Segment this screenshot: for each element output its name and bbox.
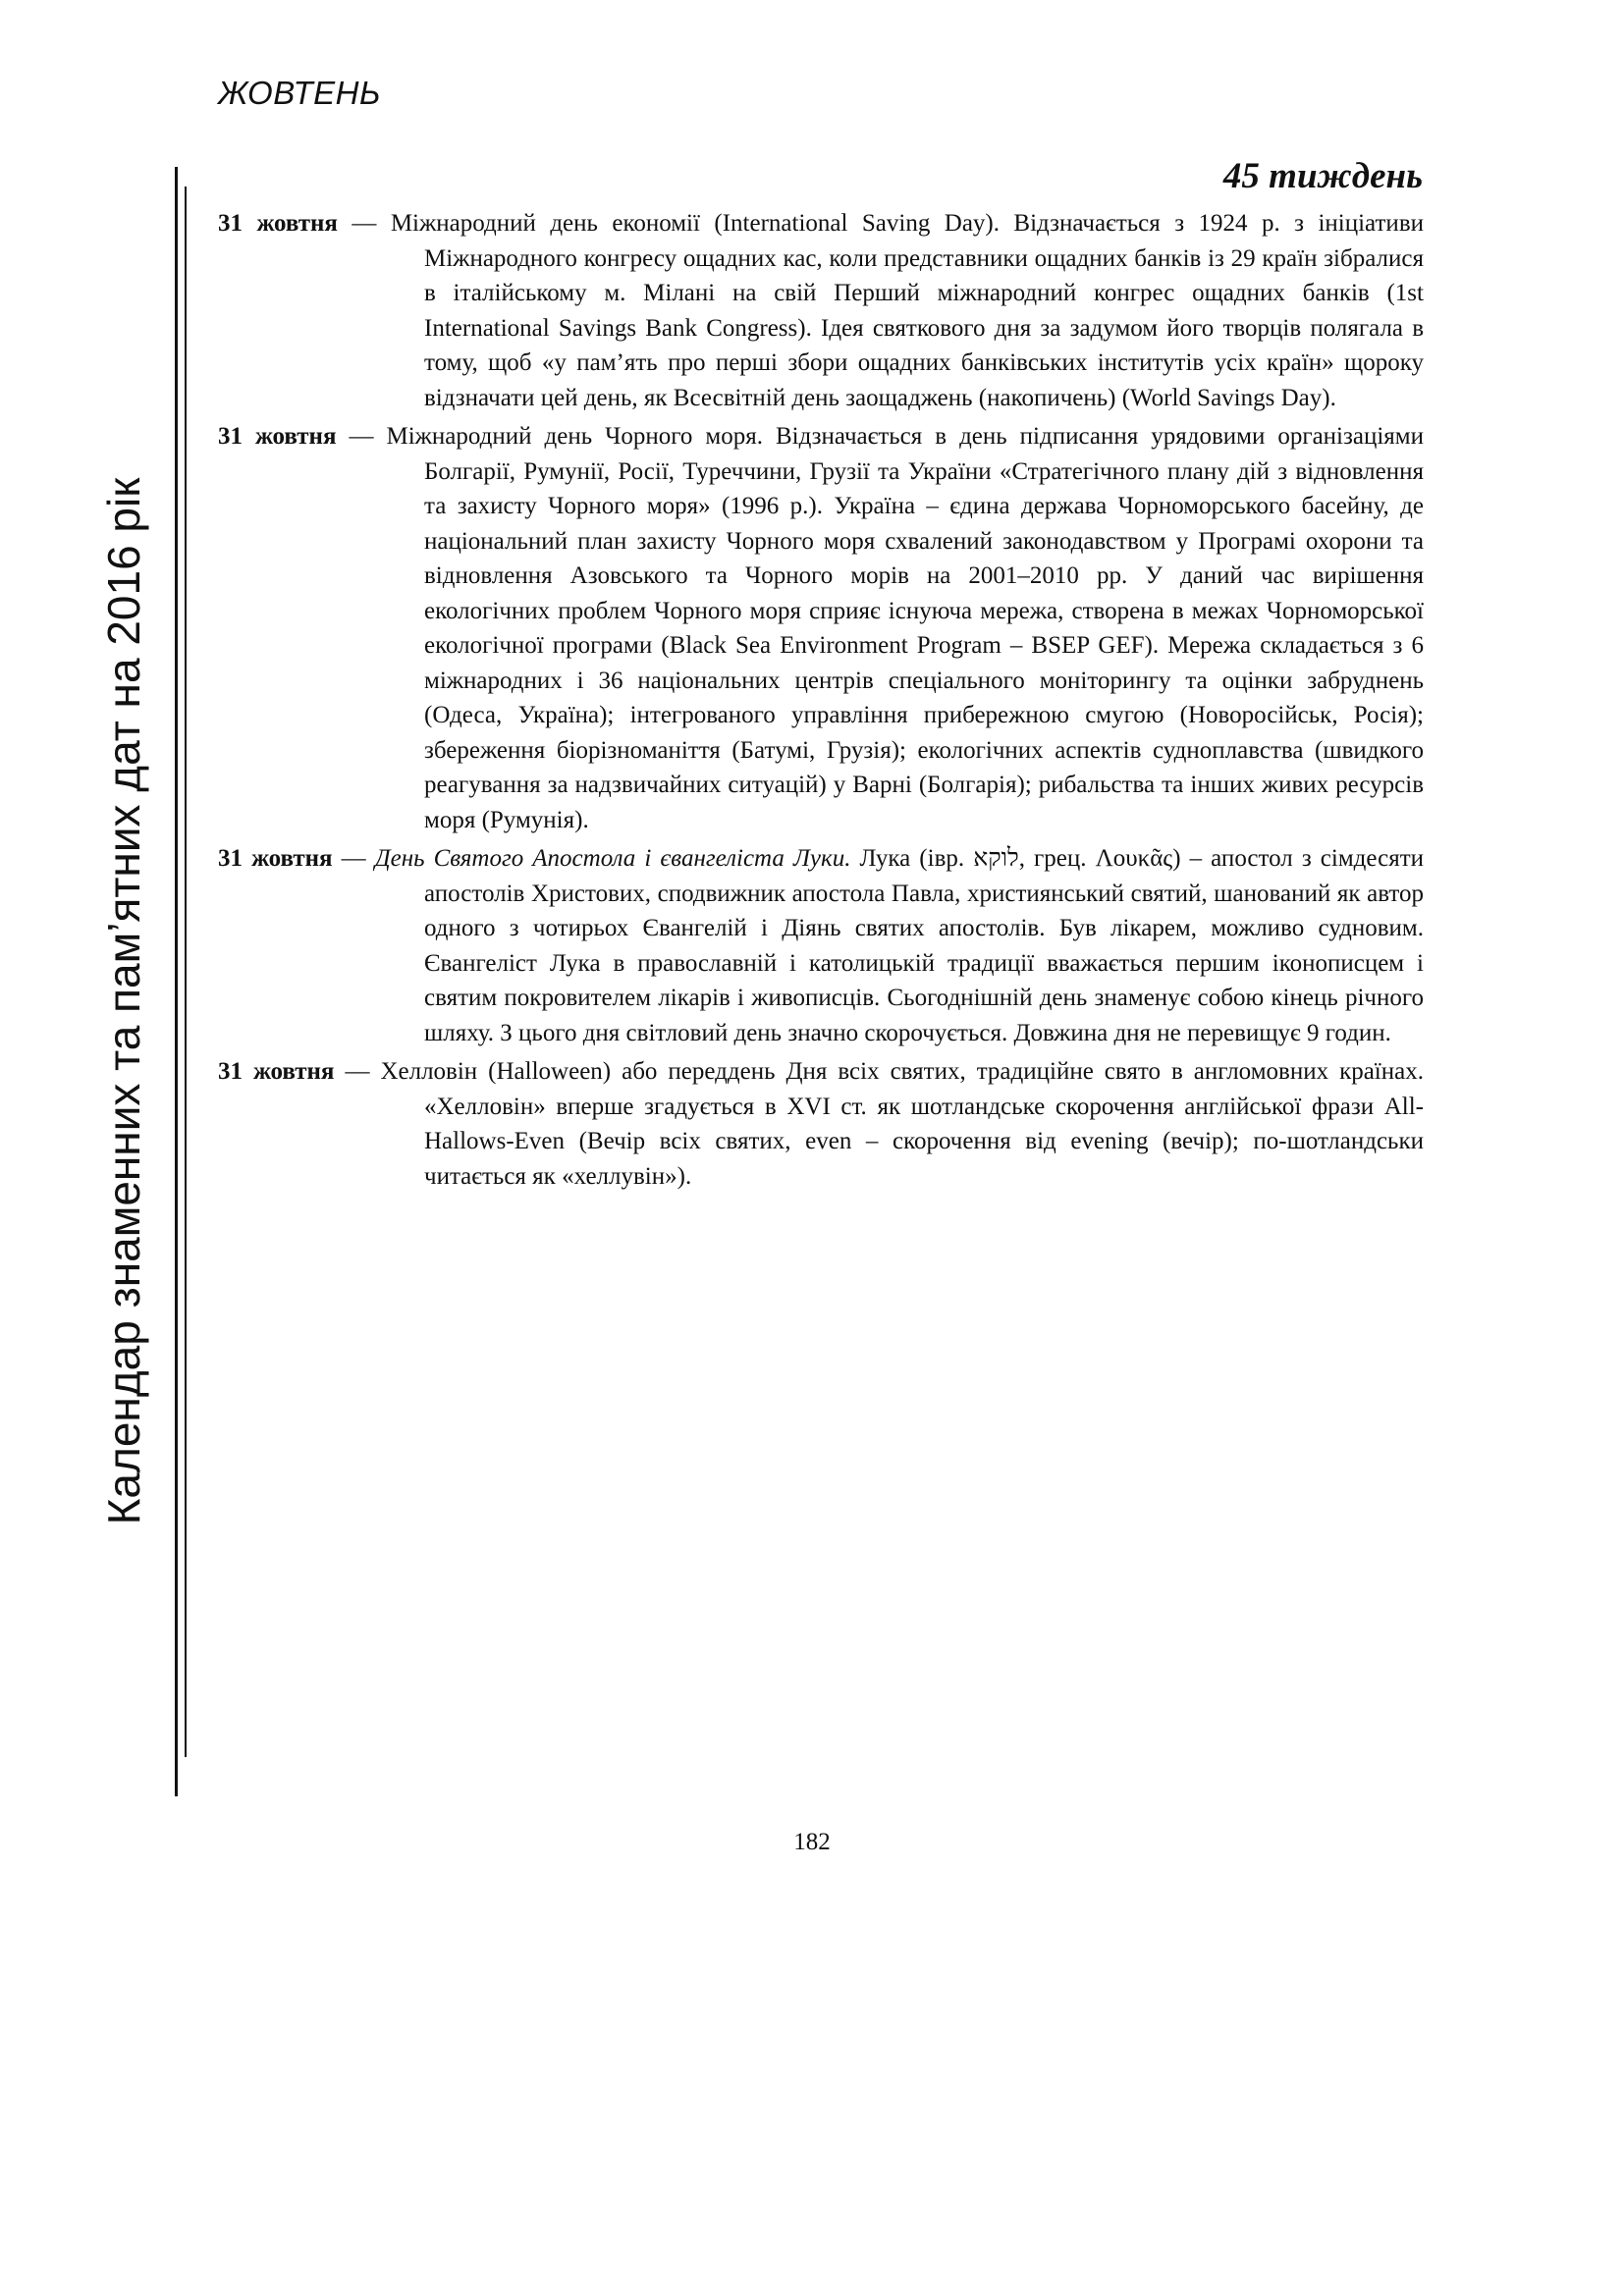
entry-date: 31 жовтня [218,845,333,872]
side-title: Календар знаменних та пам’ятних дат на 2016 рік [98,477,149,1525]
page-number: 182 [793,1829,831,1855]
entry-text: Міжнародний день економії (International Saving Day). Відзначається з 1924 р. з ініціативи Міжнародного конгресу ощадних кас, коли представники ощадних банків із 29 країн зібралися в італійському м. Мілані на свій Перший міжнародний конгрес ощадних банків (1st International Savings Bank Congress). Ідея святкового дня за задумом його творців полягала в тому, щоб «у пам’ять про перші збори ощадних банківських інститутів усіх країн» щороку відзначати цей день, як Всесвітній день заощаджень (накопичень) (World Savings Day). [390,210,1424,411]
vertical-rule-inner [185,187,187,1757]
week-label: 45 тиждень [1222,156,1423,196]
entry-dash: — [334,1058,381,1085]
entry-halloween [218,1054,1424,1194]
entry-dash: — [332,845,375,872]
entry-text: Лука (івр. לוקא, грец. Λουκᾶς) – апостол з сімдесяти апостолів Христових, сподвижник апостола Павла, християнський святий, шанований як автор одного з чотирьох Євангелій і Діянь святих апостолів. Був лікарем, можливо судновим. Євангеліст Лука в православній і католицькій традиції вважається першим іконописцем і святим покровителем лікарів і живописців. Сьогоднішній день знаменує собою кінець річного шляху. З цього дня світловий день значно скорочується. Довжина дня не перевищує 9 годин. [424,845,1425,1046]
entry-text: Хелловін (Halloween) або переддень Дня всіх святих, традиційне свято в англомовних країнах. «Хелловін» вперше згадується в XVI ст. як шотландське скорочення англійської фрази All-Hallows-Even (Вечір всіх святих, even – скорочення від evening (вечір); по-шотландськи читається як «хеллувін»). [380,1058,1424,1190]
entry-apostle-luke-day [218,841,1424,1050]
side-title-container [94,477,153,1525]
entry-dash: — [336,423,387,450]
entry-international-saving-day [218,206,1424,415]
entry-date: 31 жовтня [218,423,337,450]
entry-title: День Святого Апостола і євангеліста Луки. [374,845,851,872]
entry-text: Міжнародний день Чорного моря. Відзначається в день підписання урядовими організаціями Болгарії, Румунії, Росії, Туреччини, Грузії та України «Стратегічного плану дій з відновлення та захисту Чорного моря» (1996 р.). Україна – єдина держава Чорноморського басейну, де національний план захисту Чорного моря схвалений законодавством у Програмі охорони та відновлення Азовського та Чорного морів на 2001–2010 рр. У даний час вирішення екологічних проблем Чорного моря сприяє існуюча мережа, створена в межах Чорноморської екологічної програми (Black Sea Environment Program – BSEP GEF). Мережа складається з 6 міжнародних і 36 національних центрів спеціального моніторингу та оцінки забруднень (Одеса, Україна); інтегрованого управління прибережною смугою (Новоросійськ, Росія); збереження біорізноманіття (Батумі, Грузія); екологічних аспектів судноплавства (швидкого реагування за надзвичайних ситуацій) у Варні (Болгарія); рибальства та інших живих ресурсів моря (Румунія). [386,423,1424,833]
entry-date: 31 жовтня [218,210,338,237]
entry-date: 31 жовтня [218,1058,335,1085]
entries-list [218,206,1424,1198]
entry-black-sea-day [218,419,1424,837]
entry-dash: — [337,210,391,237]
month-header: ЖОВТЕНЬ [218,75,381,111]
vertical-rule-outer [175,167,178,1796]
